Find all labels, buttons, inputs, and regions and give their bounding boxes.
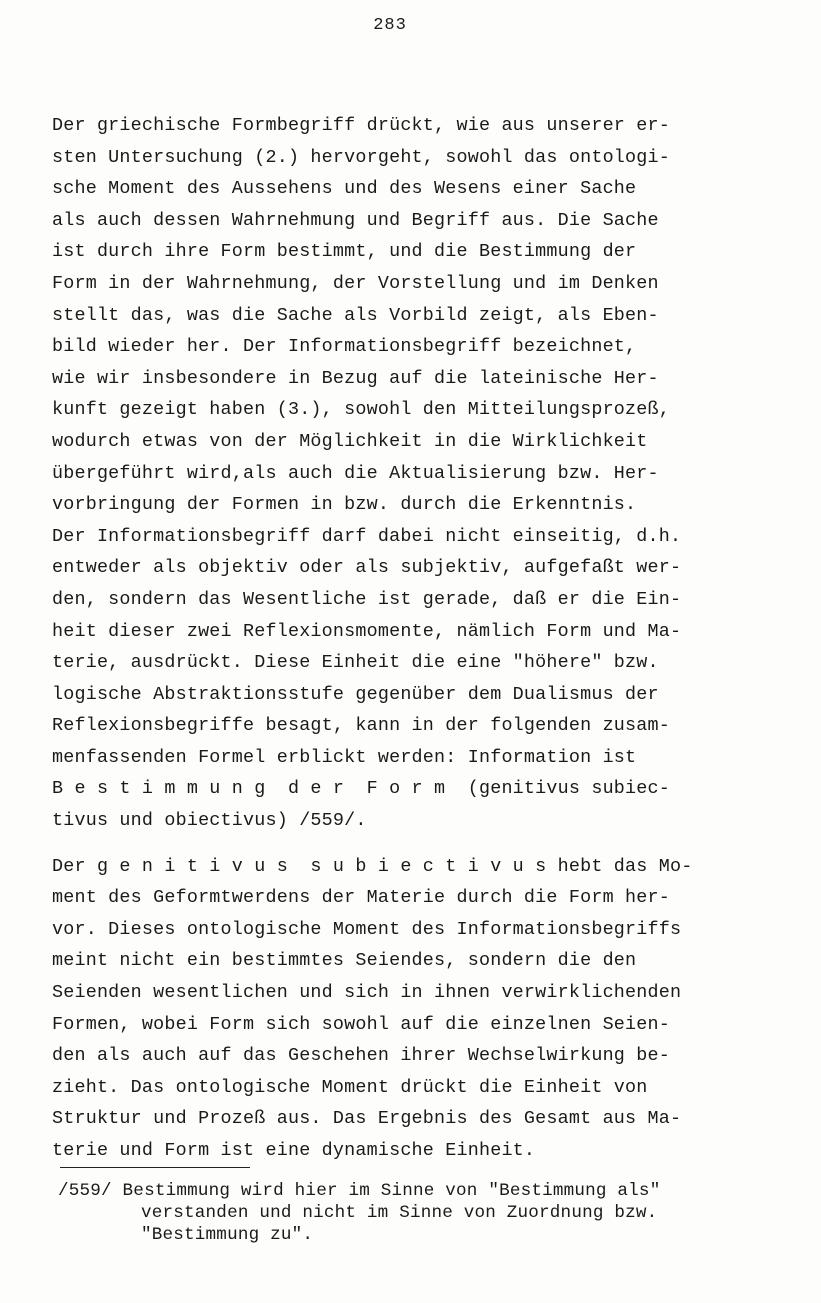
footnote-separator: [60, 1167, 250, 1168]
text-line: zieht. Das ontologische Moment drückt die Einheit von: [52, 1076, 648, 1098]
text-line: sche Moment des Aussehens und des Wesens einer Sache: [52, 178, 637, 200]
text-line: Der g e n i t i v u s s u b i e c t i v u s hebt das Mo-: [52, 855, 693, 877]
text-line: bild wieder her. Der Informationsbegriff bezeichnet,: [52, 336, 637, 358]
paragraph-1: [52, 110, 772, 837]
text-line: meint nicht ein bestimmtes Seiendes, sondern die den: [52, 950, 637, 972]
text-line: übergeführt wird,als auch die Aktualisierung bzw. Her-: [52, 462, 659, 484]
text-line: logische Abstraktionsstufe gegenüber dem Dualismus der: [52, 683, 659, 705]
text-line: ment des Geformtwerdens der Materie durch die Form her-: [52, 887, 670, 909]
text-line: Der griechische Formbegriff drückt, wie aus unserer er-: [52, 115, 670, 136]
text-line: terie und Form ist eine dynamische Einheit.: [52, 1140, 536, 1161]
text-line: terie, ausdrückt. Diese Einheit die eine "höhere" bzw.: [52, 652, 659, 674]
page-number: 283: [373, 16, 407, 35]
text-line: Formen, wobei Form sich sowohl auf die einzelnen Seien-: [52, 1013, 670, 1035]
text-line: entweder als objektiv oder als subjektiv, aufgefaßt wer-: [52, 557, 682, 579]
footnote-line: verstanden und nicht im Sinne von Zuordnung bzw.: [141, 1203, 658, 1223]
body-text: [52, 110, 772, 1167]
text-line: Seienden wesentlichen und sich in ihnen verwirklichenden: [52, 982, 682, 1004]
text-line: B e s t i m m u n g d e r F o r m (genitivus subiec-: [52, 778, 670, 800]
text-line: wie wir insbesondere in Bezug auf die lateinische Her-: [52, 367, 659, 389]
footnote-line: "Bestimmung zu".: [141, 1225, 314, 1245]
footnote-line: /559/ Bestimmung wird hier im Sinne von "Bestimmung als": [58, 1181, 661, 1201]
text-line: vor. Dieses ontologische Moment des Informationsbegriffs: [52, 918, 682, 940]
text-line: als auch dessen Wahrnehmung und Begriff aus. Die Sache: [52, 209, 659, 231]
text-line: wodurch etwas von der Möglichkeit in die Wirklichkeit: [52, 430, 648, 452]
footnote: [58, 1180, 778, 1246]
text-line: kunft gezeigt haben (3.), sowohl den Mitteilungsprozeß,: [52, 399, 670, 421]
text-line: Reflexionsbegriffe besagt, kann in der folgenden zusam-: [52, 715, 670, 737]
text-line: menfassenden Formel erblickt werden: Information ist: [52, 746, 637, 768]
text-line: Form in der Wahrnehmung, der Vorstellung und im Denken: [52, 272, 659, 294]
text-line: vorbringung der Formen in bzw. durch die Erkenntnis.: [52, 494, 637, 516]
paragraph-gap: [52, 837, 772, 851]
text-line: den, sondern das Wesentliche ist gerade, daß er die Ein-: [52, 588, 682, 610]
paragraph-2: [52, 851, 772, 1167]
text-line: ist durch ihre Form bestimmt, und die Bestimmung der: [52, 241, 637, 263]
text-line: sten Untersuchung (2.) hervorgeht, sowohl das ontologi-: [52, 146, 670, 168]
text-line: stellt das, was die Sache als Vorbild zeigt, als Eben-: [52, 304, 659, 326]
text-line: Der Informationsbegriff darf dabei nicht einseitig, d.h.: [52, 525, 682, 547]
text-line: Struktur und Prozeß aus. Das Ergebnis des Gesamt aus Ma-: [52, 1108, 682, 1130]
text-line: tivus und obiectivus) /559/.: [52, 810, 367, 832]
text-line: den als auch auf das Geschehen ihrer Wechselwirkung be-: [52, 1045, 670, 1067]
text-line: heit dieser zwei Reflexionsmomente, nämlich Form und Ma-: [52, 620, 682, 642]
